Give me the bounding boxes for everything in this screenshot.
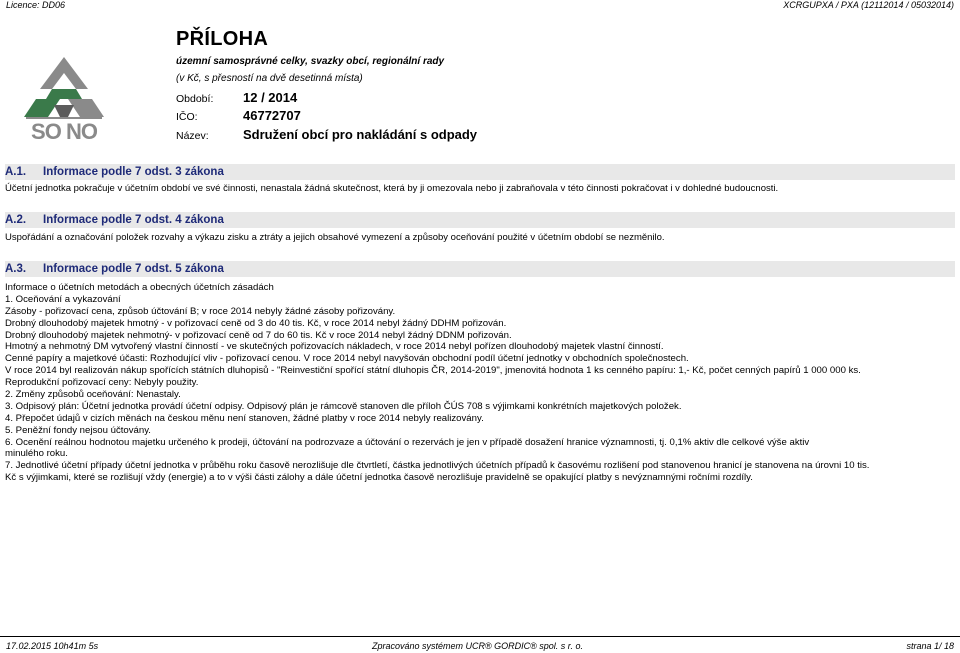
section-a3-line: Cenné papíry a majetkové účasti: Rozhodující vliv - pořizovací cenou. V roce 2014 nebyl navyšován obchodní podíl účetní jednotky v obchodních společnostech. xyxy=(5,353,689,365)
section-a3-line: Hmotný a nehmotný DM vytvořený vlastní činností - ve skutečných pořizovacích nákladech, v roce 2014 nebyl pořízen dlouhodobý majetek vlastní činností. xyxy=(5,341,664,353)
section-a3-line: 1. Oceňování a vykazování xyxy=(5,293,121,305)
footer-system: Zpracováno systémem UCR® GORDIC® spol. s r. o. xyxy=(372,641,583,651)
document-title: PŘÍLOHA xyxy=(176,28,269,50)
section-a3-line: Drobný dlouhodobý majetek hmotný - v pořizovací ceně od 3 do 40 tis. Kč, v roce 2014 nebyl žádný DDHM pořizován. xyxy=(5,317,507,329)
sono-logo xyxy=(22,53,106,145)
name-value: Sdružení obcí pro nakládání s odpady xyxy=(243,127,478,142)
section-a3-line: 6. Ocenění reálnou hodnotou majetku určeného k prodeji, účtování na podrozvaze a účtování o rezervách je jen v případě dosažení hranice významnosti, tj. 0,1% aktiv dle celkové výše aktiv xyxy=(5,436,810,448)
section-a3-line: V roce 2014 byl realizován nákup spořících státních dluhopisů - "Reinvestiční spořící státní dluhopis ČR, 2014-2019", jmenovitá hodnota 1 ks cenného papíru: 1,- Kč, počet cenných papírů 1 000 000 ks. xyxy=(5,365,861,377)
ico-value: 46772707 xyxy=(243,108,301,123)
section-a1-header xyxy=(5,164,955,180)
ico-label: IČO: xyxy=(176,111,198,123)
section-a3-line: Reprodukční pořizovací ceny: Nebyly použity. xyxy=(5,377,199,389)
section-a3-body xyxy=(5,282,955,484)
footer-divider xyxy=(0,636,960,637)
footer-page: strana 1/ 18 xyxy=(906,641,954,651)
section-a3-line: 7. Jednotlivé účetní případy účetní jednotka v průběhu roku časově nerozlišuje dle čtvrtletí, částka jednotlivých účetních případů k časovému rozlišení pod stanovenou hranicí je stanovena na úrovni 10 tis. xyxy=(5,460,870,472)
section-a1-number: A.1. xyxy=(5,166,27,178)
logo-text: SO NO xyxy=(31,119,97,144)
period-label: Období: xyxy=(176,93,214,105)
license-label: Licence: DD06 xyxy=(6,0,66,10)
period-value: 12 / 2014 xyxy=(243,90,298,105)
section-a3-number: A.3. xyxy=(5,263,27,275)
section-a3-line: Drobný dlouhodobý majetek nehmotný- v pořizovací ceně od 7 do 60 tis. Kč v roce 2014 nebyl žádný DDNM pořizován. xyxy=(5,329,512,341)
section-a3-line: Informace o účetních metodách a obecných účetních zásadách xyxy=(5,282,274,293)
section-a3-header xyxy=(5,261,955,277)
footer-date: 17.02.2015 10h41m 5s xyxy=(6,641,99,651)
section-a3-line: 3. Odpisový plán: Účetní jednotka provádí účetní odpisy. Odpisový plán je rámcově stanoven dle příloh ČÚS 708 s výjimkami konkrétních majetkových položek. xyxy=(5,400,682,412)
section-a2-header xyxy=(5,212,955,228)
section-a3-line: Zásoby - pořizovací cena, způsob účtování B; v roce 2014 nebyly žádné zásoby pořizovány. xyxy=(5,305,396,317)
name-label: Název: xyxy=(176,130,209,142)
section-a1-title: Informace podle 7 odst. 3 zákona xyxy=(43,166,224,178)
section-a2-number: A.2. xyxy=(5,214,27,226)
report-code: XCRGUPXA / PXA (12112014 / 05032014) xyxy=(783,0,954,10)
currency-note: (v Kč, s přesností na dvě desetinná místa) xyxy=(176,73,363,84)
section-a3-title: Informace podle 7 odst. 5 zákona xyxy=(43,263,224,275)
section-a3-line: Kč s výjimkami, které se rozlišují vždy (energie) a to v výši části zálohy a dále účetní jednotka časově nerozlišuje pravidelně se opakující platby s nevýznamnými ročními rozdíly. xyxy=(5,472,753,484)
section-a3-line: 5. Peněžní fondy nejsou účtovány. xyxy=(5,424,151,436)
section-a2-title: Informace podle 7 odst. 4 zákona xyxy=(43,214,224,226)
section-a3-line: 2. Změny způsobů oceňování: Nenastaly. xyxy=(5,389,181,401)
section-a1-text: Účetní jednotka pokračuje v účetním období ve své činnosti, nenastala žádná skutečnost, která by ji omezovala nebo ji zabraňovala v této činnosti pokračovat i v dohledné budoucnosti. xyxy=(5,183,779,194)
section-a3-line: 4. Přepočet údajů v cizích měnách na českou měnu není stanoven, žádné platby v roce 2014 nebyly realizovány. xyxy=(5,412,484,424)
section-a2-text: Uspořádání a označování položek rozvahy a výkazu zisku a ztráty a jejich obsahové vymezení a způsoby oceňování použité v účetním období se nezměnilo. xyxy=(5,232,665,243)
document-subtitle: územní samosprávné celky, svazky obcí, regionální rady xyxy=(176,56,445,67)
section-a3-line: minulého roku. xyxy=(5,448,68,460)
